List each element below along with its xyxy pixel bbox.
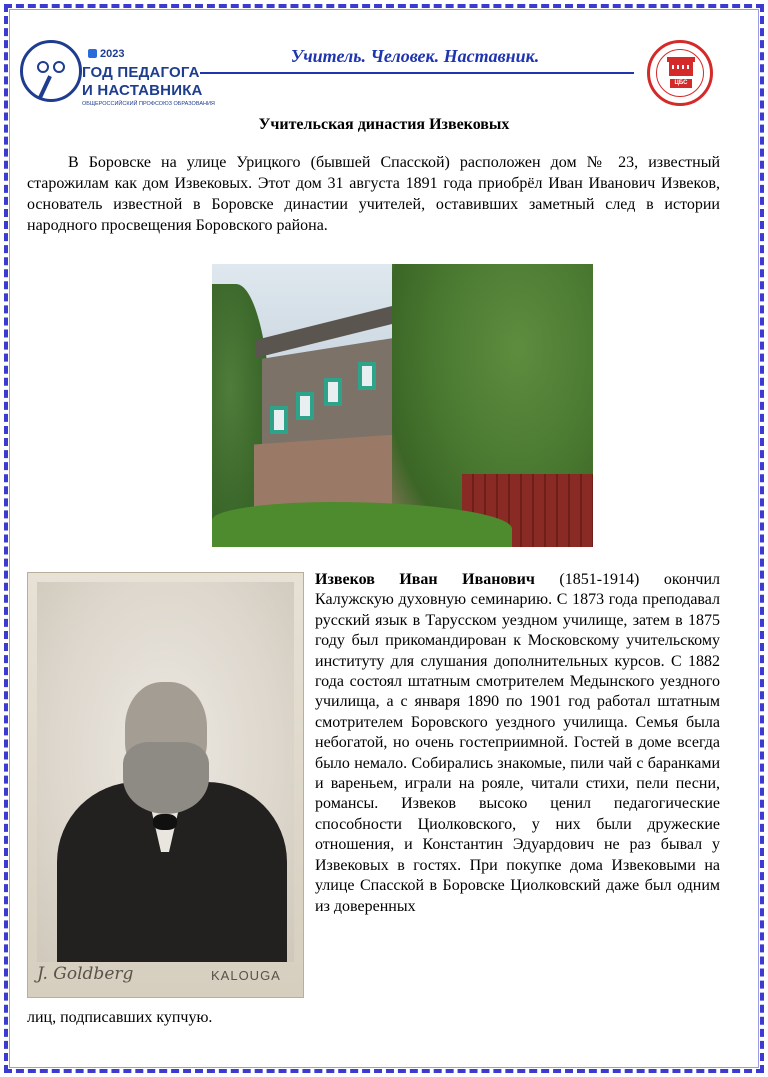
library-logo-label: ЦБС [670, 79, 692, 88]
bio-tail: лиц, подписавших купчую. [27, 1009, 213, 1026]
logo-year: 2023 [100, 48, 125, 60]
bio-text: (1851-1914) окончил Калужскую духовную семинарию. С 1873 года преподавал русский язык в Тарусском уездном училище, затем в 1875 году был прикомандирован к Московскому учительскому институту для слушания дополнительных курсов. С 1882 года состоял штатным смотрителем Медынского уездного училища, а с января 1890 по 1901 год работал штатным смотрителем Боровского уездного училища. Семья была небогатой, но очень гостеприимной. Гостей в доме всегда было немало. Собирались знакомые, пили чай с баранками и вареньем, играли на рояле, читали стихи, пели песни, романсы. Извеков высоко ценил педагогические способности Циолковского, у них были дружеские отношения, и Константин Эдуардович не раз бывал у Извековых в гостях. При покупке дома Извековыми на улице Спасской в Боровске Циолковский даже был одним из доверенных [315, 571, 720, 915]
bio-paragraph [315, 570, 720, 917]
year-of-teacher-logo [20, 40, 215, 114]
logo-line2: И НАСТАВНИКА [82, 82, 203, 99]
header-divider [200, 72, 634, 74]
library-system-logo [647, 40, 713, 106]
logo-line1: ГОД ПЕДАГОГА [82, 64, 200, 81]
intro-paragraph: В Боровске на улице Урицкого (бывшей Спасской) расположен дом № 23, известный старожилам как дом Извековых. Этот дом 31 августа 1891 года приобрёл Иван Иванович Извеков, основатель известной в Боровске династии учителей, оставивших заметный след в истории народного просвещения Боровского района. [27, 154, 720, 234]
union-mark-icon [88, 49, 97, 58]
portrait-photo [27, 572, 304, 998]
article-title: Учительская династия Извековых [258, 116, 510, 133]
owl-icon [20, 40, 82, 102]
header-title: Учитель. Человек. Наставник. [290, 46, 540, 66]
library-building-icon [669, 62, 693, 76]
photo-city-label: KALOUGA [211, 968, 281, 983]
house-photo [212, 264, 593, 547]
logo-subtitle: ОБЩЕРОССИЙСКИЙ ПРОФСОЮЗ ОБРАЗОВАНИЯ [82, 101, 215, 107]
bio-name: Извеков Иван Иванович [315, 571, 535, 588]
photographer-signature: J. Goldberg [37, 964, 134, 984]
